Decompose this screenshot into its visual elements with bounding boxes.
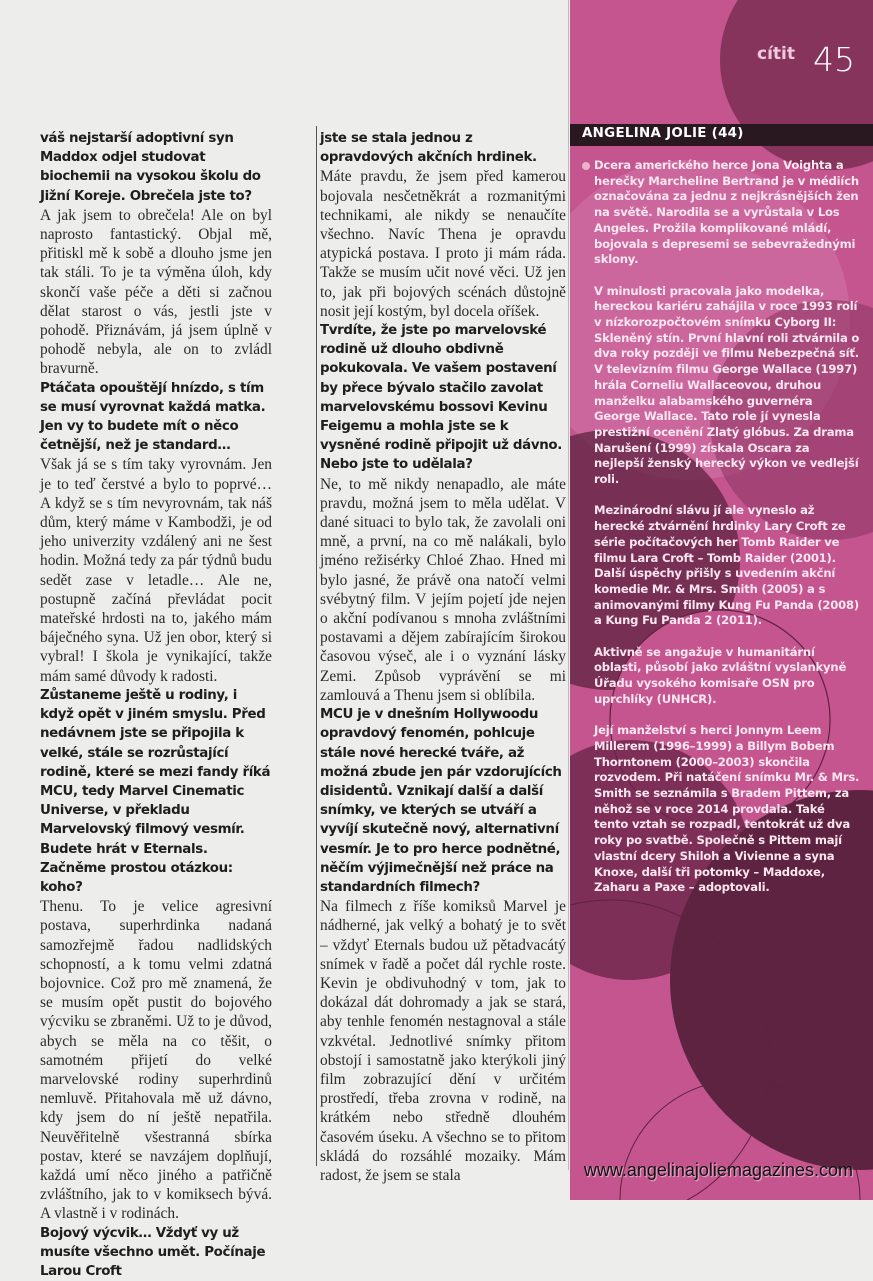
bio-text <box>594 158 862 912</box>
interview-answer: Na filmech z říše komiksů Marvel je nádherné, jak velký a bohatý je to svět – vždyť Eternals budou už pětadvacátý snímek v řadě a počet dál rychle roste. Kevin je obdivuhodný v tom, jak to dokázal dát dohromady a jak se stará, aby tenhle fenomén nestagnoval a stále vzkvétal. Jednotlivé snímky přitom obstojí i samostatně jako kterýkoli jiný film zobrazující dění v určitém prostředí, třeba zrovna v rodině, na krátkém nebo středně dlouhém časovém úseku. A všechno se to přitom skládá do rozsáhlé mozaiky. Mám radost, že jsem se stala <box>320 898 566 1184</box>
column-divider <box>316 126 317 1166</box>
bio-paragraph: Její manželství s herci Jonnym Leem Millerem (1996–1999) a Billym Bobem Thorntonem (2000–2003) skončila rozvodem. Při natáčení snímku Mr. & Mrs. Smith se seznámila s Bradem Pittem, za něhož se v roce 2014 provdala. Také tento vztah se rozpadl, tentokrát už dva roky po svatbě. Společně s Pittem mají vlastní dcery Shiloh a Vivienne a syna Knoxe, další tři potomky – Maddoxe, Zaharu a Paxe – adoptovali. <box>594 723 860 895</box>
bio-paragraph: Aktivně se angažuje v humanitární oblasti, působí jako zvláštní vyslankyně Úřadu vysokého komisaře OSN pro uprchlíky (UNHCR). <box>594 644 847 706</box>
interview-question: jste se stala jednou z opravdových akčních hrdinek. <box>320 131 537 166</box>
column-divider <box>568 0 569 1170</box>
page-number: 45 <box>813 40 855 79</box>
interview-question: váš nejstarší adoptivní syn Maddox odjel studovat biochemii na vysokou školu do Jižní Koreje. Obrečela jste to? <box>40 131 261 204</box>
interview-answer: A jak jsem to obrečela! Ale on byl naprosto fantastický. Objal mě, přitiskl mě k sobě a dlouho jsme jen tak stáli. To je ta výměna úloh, kdy skončí vaše péče a děti si začnou dělat starost o vás, jestli jste v pohodě. Přiznávám, já jsem úplně v pohodě nebyla, ale on to zvládl bravurně. <box>40 206 272 378</box>
interview-question: Bojový výcvik… Vždyť vy už musíte všechno umět. Počínaje Larou Croft <box>40 1225 266 1279</box>
sidebar-title: ANGELINA JOLIE (44) <box>582 126 744 141</box>
article-column-1 <box>40 129 272 1281</box>
interview-question: Ptáčata opouštějí hnízdo, s tím se musí vyrovnat každá matka. Jen vy to budete mít o něco četnější, než je standard… <box>40 380 266 454</box>
section-tag: cítit <box>757 44 795 64</box>
interview-answer: Thenu. To je velice agresivní postava, superhrdinka nadaná samozřejmě řadou nadlidských schopností, a k tomu velmi zdatná bojovnice. Což pro mě znamená, že se musím opět pustit do bojového výcviku se zbraněmi. Už to je důvod, abych se měla na co těšit, o samotném přijetí do velké marvelovské rodiny superhrdinů nemluvě. Přitahovala mě už dávno, kdy jsem do ní ještě nepatřila. Neuvěřitelně všestranná sbírka postav, které se navzájem doplňují, každá umí něco jiného a patřičně zvláštního, jak to v komiksech bývá. A vlastně i v rodinách. <box>40 898 272 1223</box>
bio-paragraph: Mezinárodní slávu jí ale vyneslo až herecké ztvárnění hrdinky Lary Croft ze série počítačových her Tomb Raider ve filmu Lara Croft – Tomb Raider (2001). Další úspěchy přišly s uvedením akční komedie Mr. & Mrs. Smith (2005) a s animovanými filmy Kung Fu Panda (2008) a Kung Fu Panda 2 (2011). <box>594 503 859 628</box>
bio-paragraph: V minulosti pracovala jako modelka, hereckou kariéru zahájila v roce 1993 rolí v nízkorozpočtovém snímku Cyborg II: Skleněný stín. První hlavní roli ztvárnila o dva roky později ve filmu Nebezpečná síť. V televizním filmu George Wallace (1997) hrála Corneliu Wallaceovou, druhou manželku alabamského guvernéra George Wallace. Tato role jí vynesla prestižní ocenění Zlatý glóbus. Za drama Narušení (1999) získala Oscara za nejlepší ženský herecký výkon ve vedlejší roli. <box>594 283 860 487</box>
article-column-2 <box>320 129 566 1185</box>
bio-paragraph: Dcera amerického herce Jona Voighta a herečky Marcheline Bertrand je v médiích označována za jednu z nejkrásnějších žen na světě. Narodila se a vyrůstala v Los Angeles. Prožila komplikované mládí, bojovala s depresemi se sebevražednými sklony. <box>594 158 859 267</box>
bullet-icon <box>582 162 590 170</box>
bio-sidebar <box>570 0 873 1200</box>
interview-question: Tvrdíte, že jste po marvelovské rodině už dlouho obdivně pokukovala. Ve vašem postavení by přece bývalo stačilo zavolat marvelovskému bossovi Kevinu Feigemu a mohla jste se k vysněné rodině připojit už dávno. Nebo jste to udělala? <box>320 323 562 473</box>
name-bar <box>570 124 873 146</box>
interview-answer: Však já se s tím taky vyrovnám. Jen je to teď čerstvé a bylo to poprvé… A když se s tím nevyrovnám, tak náš dům, který máme v Kambodži, je od jeho univerzity vzdálený ani ne šest hodin. Možná tedy za pár týdnů budu sedět zase v letadle… Ale ne, postupně začíná převládat pocit mateřské hrdosti na to, jakého mám báječného syna. Už jen obor, který si vybral! I škola je vynikající, takže mám samé důvody k radosti. <box>40 456 272 685</box>
interview-question: MCU je v dnešním Hollywoodu opravdový fenomén, pohlcuje stále nové herecké tváře, až možná zbude jen pár vzdorujících disidentů. Vznikají další a další snímky, ve kterých se utváří a vyvíjí skutečně nový, alternativní vesmír. Je to pro herce podnětné, něčím výjimečnější než práce na standardních filmech? <box>320 707 562 895</box>
interview-question: Zůstaneme ještě u rodiny, i když opět v jiném smyslu. Před nedávnem jste se připojila k velké, stále se rozrůstající rodině, které se mezi fandy říká MCU, tedy Marvel Cinematic Universe, v překladu Marvelovský filmový vesmír. Budete hrát v Eternals. Začněme prostou otázkou: koho? <box>40 687 271 895</box>
interview-answer: Máte pravdu, že jsem před kamerou bojovala nesčetněkrát a rozmanitými technikami, ale nikdy se nenaučíte všechno. Navíc Thena je opravdu atypická postava. I proto ji mám ráda. Takže se musím učit nové věci. Už jen to, jak při bojových scénách důstojně nosit její kostým, byl docela oříšek. <box>320 168 566 320</box>
watermark: www.angelinajoliemagazines.com <box>583 1160 853 1180</box>
interview-answer: Ne, to mě nikdy nenapadlo, ale máte pravdu, možná jsem to měla udělat. V dané situaci to bylo tak, že zavolali oni mně, a první, na co mě nalákali, bylo jméno režisérky Chloé Zhao. Hned mi bylo jasné, že právě ona natočí velmi svébytný film. V jejím pojetí jde nejen o akční podívanou s mnoha zvláštními postavami a dějem zabírajícím širokou časovou výseč, ale i o vyznání lásky Zemi. Způsob vyprávění se mi zamlouvá a Thenu jsem si oblíbila. <box>320 475 566 704</box>
